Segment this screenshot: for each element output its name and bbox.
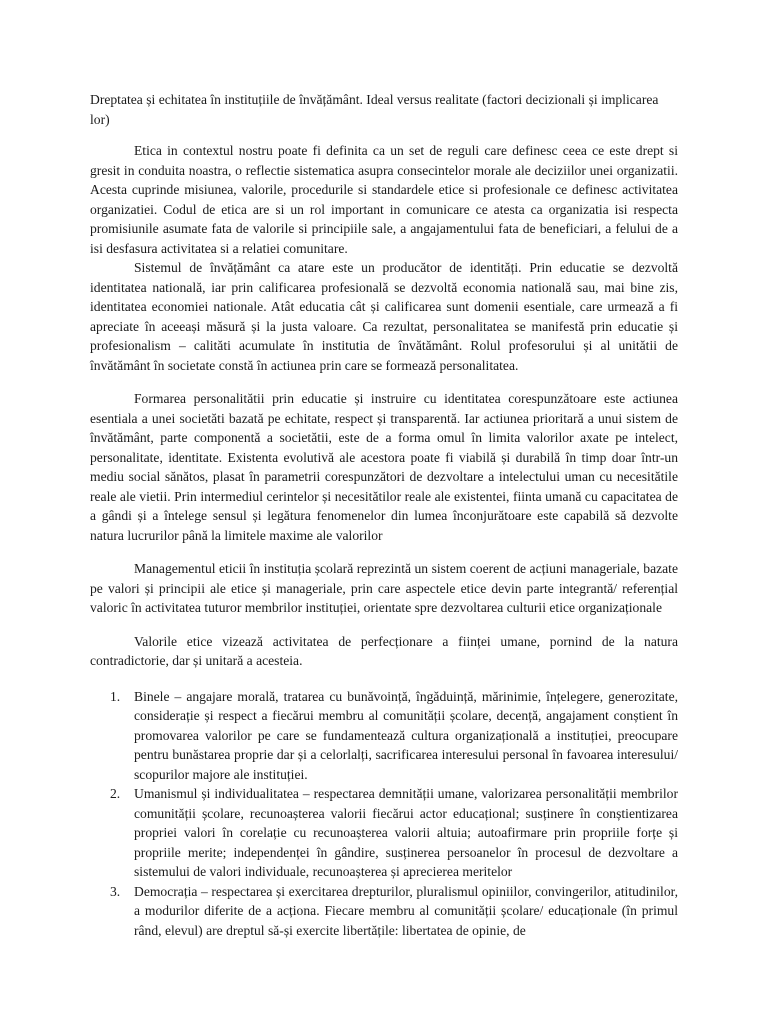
paragraph-ethics-management: Managementul eticii în instituția școlară reprezintă un sistem coerent de acțiuni manageriale, bazate pe valori și principii ale etice și manageriale, prin care aspectele etice devin parte integrantă/ referențial valoric în activitatea tuturor membrilor instituției, orientate spre dezvoltarea culturii etice organizaționale: [90, 561, 678, 615]
list-item: [90, 784, 678, 882]
list-item-number: 3.: [110, 883, 121, 899]
list-item-text: Binele – angajare morală, tratarea cu bunăvoință, îngăduință, mărinimie, înțelegere, generozitate, considerație și respect a fiecărui membru al comunității școlare, decență, angajament conștient în promovarea valorilor pe care se fundamentează cultura organizațională a instituției, preocupare pentru bunăstarea proprie dar și a celorlalți, sacrificarea interesului personal în favoarea interesului/ scopurilor majore ale instituției.: [134, 688, 678, 782]
paragraph-ethics-definition: Etica in contextul nostru poate fi definita ca un set de reguli care definesc ceea ce este drept si gresit in conduita noastra, o reflectie sistematica asupra consecintelor morale ale deciziilor unei organizatii. Acesta cuprinde misiunea, valorile, procedurile si standardele etice si profesionale ce definesc activitatea organizatiei. Codul de etica are si un rol important in comunicare ce atesta ca organizatia isi respecta promisiunile asumate fata de valorile si principiile sale, a angajamentului fata de beneficiari, a felului de a isi desfasura activitatea si a relatiei comunitare.: [90, 143, 678, 256]
ethical-values-list: [90, 687, 678, 941]
paragraph-ethical-values: Valorile etice vizează activitatea de perfecționare a ființei umane, pornind de la natura contradictorie, dar și unitară a acesteia.: [90, 633, 678, 668]
list-item: [90, 687, 678, 785]
list-item-text: Democrația – respectarea și exercitarea drepturilor, pluralismul opiniilor, convingerilor, atitudinilor, a modurilor diferite de a acționa. Fiecare membru al comunității școlare/ educaționale (în primul rând, elevul) are dreptul să-și exercite libertățile: libertatea de opinie, de: [134, 883, 678, 938]
paragraph-personality-formation: Formarea personalitătii prin educatie și instruire cu identitatea corespunzătoare este actiunea esentiala a unei societăti bazată pe echitate, respect și transparentă. Iar actiunea prioritară a unui sistem de învătământ, parte componentă a societătii, este de a forma omul în limita valorilor axate pe intelect, personalitate, identitate. Existenta evolutivă ale acestora poate fi viabilă și durabilă în timp doar într-un mediu social sănătos, plasat în parametrii corespunzători de dezvoltare a intelectului uman cu necesitătile reale ale vietii. Prin intermediul cerintelor și necesitătilor reale ale existentei, fiinta umană cu capacitatea de a gândi și a întelege sensul și legătura fenomenelor din lumea înconjurătoare este capabilă să dezvolte natura lucrurilor până la limitele maxime ale valorilor: [90, 391, 678, 543]
paragraph-education-identity: Sistemul de învățământ ca atare este un producător de identități. Prin educatie se dezvoltă identitatea natională, iar prin calificarea profesională se dezvoltă economia natională sau, mai bine zis, identitatea economiei nationale. Atât educatia cât și calificarea sunt domenii esentiale, care urmează a fi apreciate în aceeași măsură și la justa valoare. Ca rezultat, personalitatea se manifestă prin educatie și profesionalism – calităti acumulate în institutia de învătământ. Rolul profesorului și al unitătii de învătământ în societate constă în actiunea prin care se formează personalitatea.: [90, 260, 678, 373]
list-item: [90, 882, 678, 941]
document-page: [90, 90, 678, 940]
list-item-text: Umanismul și individualitatea – respectarea demnității umane, valorizarea personalității membrilor comunității școlare, recunoașterea valorii fiecărui actor educațional; susținere în conștientizarea propriei valori în corelație cu recunoașterea valorii altuia; autoafirmare prin propriile forțe și propriile merite; independenței în gândire, susținerea persoanelor în procesul de dezvoltare a sistemului de valori individuale, recunoașterea și aprecierea meritelor: [134, 786, 678, 879]
list-item-number: 2.: [110, 786, 121, 801]
document-title: Dreptatea și echitatea în instituțiile de învățământ. Ideal versus realitate (factori decizionali și implicarea lor): [90, 92, 659, 127]
list-item-number: 1.: [110, 688, 121, 704]
